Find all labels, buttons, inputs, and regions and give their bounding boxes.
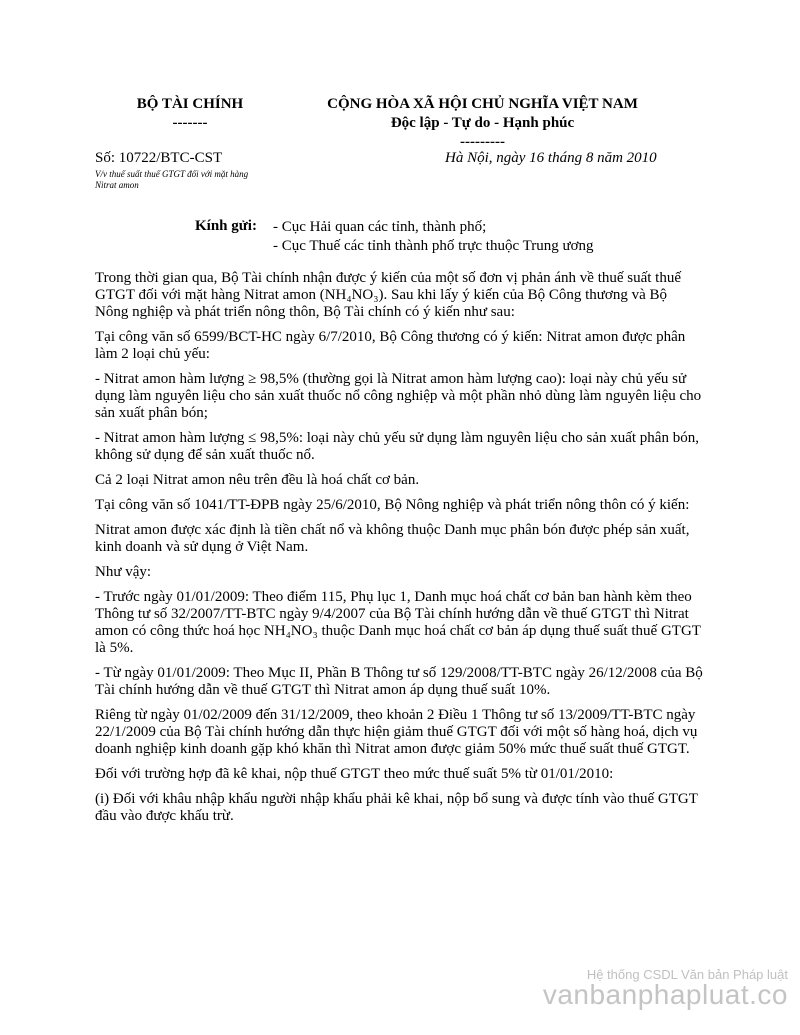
country-name: CỘNG HÒA XÃ HỘI CHỦ NGHĨA VIỆT NAM [327,96,638,112]
subject-line-1: V/v thuế suất thuế GTGT đối với mặt hàng [95,169,249,179]
body-paragraph: Như vậy: [95,564,152,580]
subject-line-2: Nitrat amon [95,180,139,190]
body-paragraph: Trong thời gian qua, Bộ Tài chính nhận được ý kiến của một số đơn vị phản ánh về thuế suất thuế GTGT đối với mặt hàng Nitrat amon (NH₄NO₃). Sau khi lấy ý kiến của Bộ Công thương và Bộ Nông nghiệp và phát triển nông thôn, Bộ Tài chính có ý kiến như sau: [95,270,682,320]
recipient-item: - Cục Thuế các tỉnh thành phố trực thuộc Trung ương [273,238,594,254]
motto-divider: --------- [460,134,505,150]
document-date: Hà Nội, ngày 16 tháng 8 năm 2010 [445,150,657,166]
body-paragraph: Nitrat amon được xác định là tiền chất nổ và không thuộc Danh mục phân bón được phép sản xuất, kinh doanh và sử dụng ở Việt Nam. [95,522,690,555]
body-paragraph: - Từ ngày 01/01/2009: Theo Mục II, Phần B Thông tư số 129/2008/TT-BTC ngày 26/12/2008 của Bộ Tài chính hướng dẫn về thuế GTGT thì Nitrat amon áp dụng thuế suất 10%. [95,665,703,698]
body-paragraph: Đối với trường hợp đã kê khai, nộp thuế GTGT theo mức thuế suất 5% từ 01/01/2010: [95,766,614,782]
document-body [95,270,703,833]
body-paragraph: - Trước ngày 01/01/2009: Theo điểm 115, Phụ lục 1, Danh mục hoá chất cơ bản ban hành kèm theo Thông tư số 32/2007/TT-BTC ngày 9/4/2007 của Bộ Tài chính hướng dẫn về thuế GTGT thì Nitrat amon có công thức hoá học NH₄NO₃ thuộc Danh mục hoá chất cơ bản áp dụng thuế suất thuế GTGT là 5%. [95,589,701,656]
agency-name: BỘ TÀI CHÍNH [136,96,244,112]
agency-divider: ------- [172,115,208,131]
national-title-block [300,95,665,152]
body-paragraph: - Nitrat amon hàm lượng ≤ 98,5%: loại này chủ yếu sử dụng làm nguyên liệu cho sản xuất phân bón, không sử dụng để sản xuất thuốc nổ. [95,430,699,463]
body-paragraph: Tại công văn số 1041/TT-ĐPB ngày 25/6/2010, Bộ Nông nghiệp và phát triển nông thôn có ý kiến: [95,497,690,513]
body-paragraph: (i) Đối với khâu nhập khẩu người nhập khẩu phải kê khai, nộp bổ sung và được tính vào thuế GTGT đầu vào được khấu trừ. [95,791,698,824]
watermark-caption: Hệ thống CSDL Văn bản Pháp luật [586,967,788,982]
body-paragraph: Cả 2 loại Nitrat amon nêu trên đều là hoá chất cơ bản. [95,472,420,488]
body-paragraph: - Nitrat amon hàm lượng ≥ 98,5% (thường gọi là Nitrat amon hàm lượng cao): loại này chủ yếu sử dụng làm nguyên liệu cho sản xuất thuốc nổ công nghiệp và một phần nhỏ dùng làm nguyên liệu cho sản xuất phân bón; [95,371,702,421]
recipients-label: Kính gửi: [195,218,257,234]
document-number: Số: 10722/BTC-CST [95,150,223,166]
issuing-agency-block [95,95,285,133]
recipient-item: - Cục Hải quan các tỉnh, thành phố; [273,219,487,235]
recipients-list [273,218,594,256]
body-paragraph: Riêng từ ngày 01/02/2009 đến 31/12/2009, theo khoản 2 Điều 1 Thông tư số 13/2009/TT-BTC ngày 22/1/2009 của Bộ Tài chính hướng dẫn thực hiện giảm thuế GTGT đối với một số hàng hoá, dịch vụ doanh nghiệp kinh doanh gặp khó khăn thì Nitrat amon được giảm 50% mức thuế suất thuế GTGT. [95,707,698,757]
watermark-site-name: vanbanphapluat.co [542,979,788,1010]
motto: Độc lập - Tự do - Hạnh phúc [390,115,575,131]
document-subject [95,169,295,191]
body-paragraph: Tại công văn số 6599/BCT-HC ngày 6/7/2010, Bộ Công thương có ý kiến: Nitrat amon được phân làm 2 loại chủ yếu: [95,329,686,362]
